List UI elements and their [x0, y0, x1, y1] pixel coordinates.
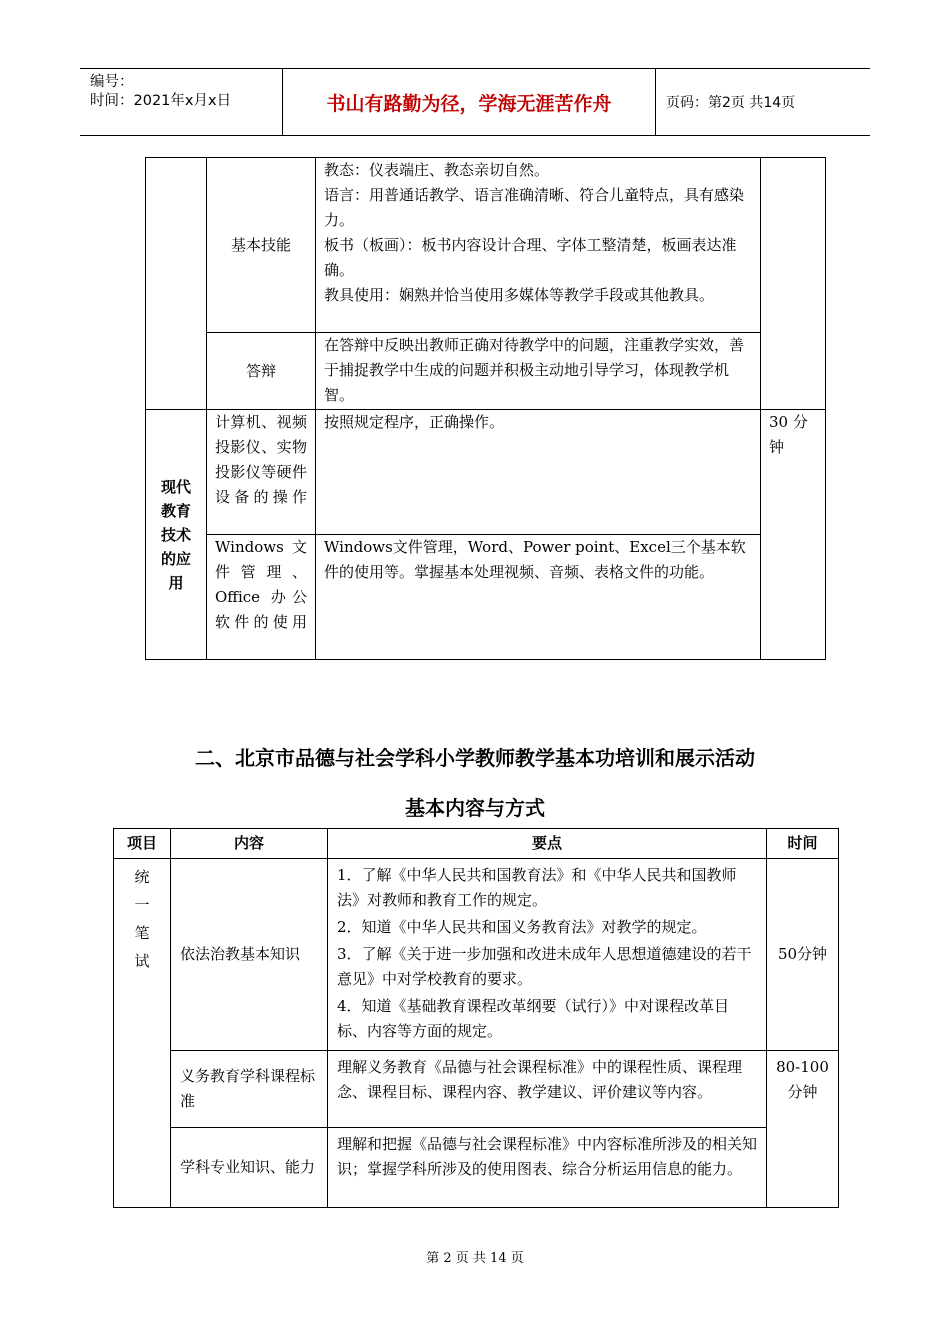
serial-label: 编号：: [90, 74, 134, 90]
modern-tech-category: 现代教育技术的应用: [146, 410, 207, 660]
header-meta: [80, 69, 283, 135]
row-time: 80-100分钟: [767, 1051, 839, 1208]
row-content: 义务教育学科课程标准: [171, 1051, 328, 1128]
row-content: 依法治教基本知识: [171, 859, 328, 1051]
section-title: 二、北京市品德与社会学科小学教师教学基本功培训和展示活动: [195, 746, 755, 770]
header-motto: 书山有路勤为径，学海无涯苦作舟: [283, 69, 656, 135]
category-char: 统: [134, 868, 150, 886]
row-points: [328, 859, 767, 1051]
defense-content: 在答辩中反映出教师正确对待教学中的问题，注重教学实效，善于捕捉教学中生成的问题并积极主动地引导学习，体现教学机智。: [316, 333, 761, 410]
basic-skills-content: [316, 158, 761, 333]
point-item: 3．了解《关于进一步加强和改进未成年人思想道德建设的若干意见》中对学校教育的要求。: [337, 945, 752, 988]
header-time: 时间: [767, 829, 839, 859]
row-points: 理解义务教育《品德与社会课程标准》中的课程性质、课程理念、课程目标、课程内容、教学建议、评价建议等内容。: [328, 1051, 767, 1128]
point-item: 4．知道《基础教育课程改革纲要（试行）》中对课程改革目标、内容等方面的规定。: [337, 997, 730, 1040]
category-text: [123, 863, 161, 975]
category-char: 笔: [134, 924, 150, 942]
category-char: 一: [134, 896, 150, 914]
skills-table: [145, 157, 826, 660]
skill-line: 语言：用普通话教学、语言准确清晰、符合儿童特点，具有感染力。: [324, 186, 745, 229]
header-content: 内容: [171, 829, 328, 859]
header-page-info: 页码：第2页 共14页: [666, 95, 796, 111]
row-content: 学科专业知识、能力: [171, 1128, 328, 1208]
point-item: 2．知道《中华人民共和国义务教育法》对教学的规定。: [337, 918, 707, 936]
skill-line: 教具使用：娴熟并恰当使用多媒体等教学手段或其他教具。: [324, 286, 715, 304]
empty-time-cell: [761, 158, 826, 410]
category-char: 试: [134, 952, 150, 970]
page-footer: 第 2 页 共 14 页: [426, 1251, 524, 1266]
row-points: 理解和把握《品德与社会课程标准》中内容标准所涉及的相关知识；掌握学科所涉及的使用图表、综合分析运用信息的能力。: [328, 1128, 767, 1208]
skill-line: 教态：仪表端庄、教态亲切自然。: [324, 161, 550, 179]
modern-tech-time: 30 分钟: [761, 410, 826, 660]
defense-label: 答辩: [207, 333, 316, 410]
software-content: Windows文件管理，Word、Power point、Excel三个基本软件的使用等。掌握基本处理视频、音频、表格文件的功能。: [316, 535, 761, 660]
section-subtitle: 基本内容与方式: [405, 796, 545, 820]
category-cell: [114, 859, 171, 1208]
header-item: 项目: [114, 829, 171, 859]
hardware-label: 计算机、视频投影仪、实物投影仪等硬件设备的操作: [207, 410, 316, 535]
content-table: [113, 828, 839, 1208]
page-header: [80, 68, 870, 136]
software-label: Windows 文件管理、Office 办公软件的使用: [207, 535, 316, 660]
date-line: 时间：2021年x月x日: [90, 93, 232, 109]
empty-category-cell: [146, 158, 207, 410]
row-time: 50分钟: [767, 859, 839, 1051]
basic-skills-label: 基本技能: [207, 158, 316, 333]
header-points: 要点: [328, 829, 767, 859]
hardware-content: 按照规定程序，正确操作。: [316, 410, 761, 535]
skill-line: 板书（板画）：板书内容设计合理、字体工整清楚，板画表达准确。: [324, 236, 737, 279]
point-item: 1．了解《中华人民共和国教育法》和《中华人民共和国教师法》对教师和教育工作的规定。: [337, 866, 737, 909]
